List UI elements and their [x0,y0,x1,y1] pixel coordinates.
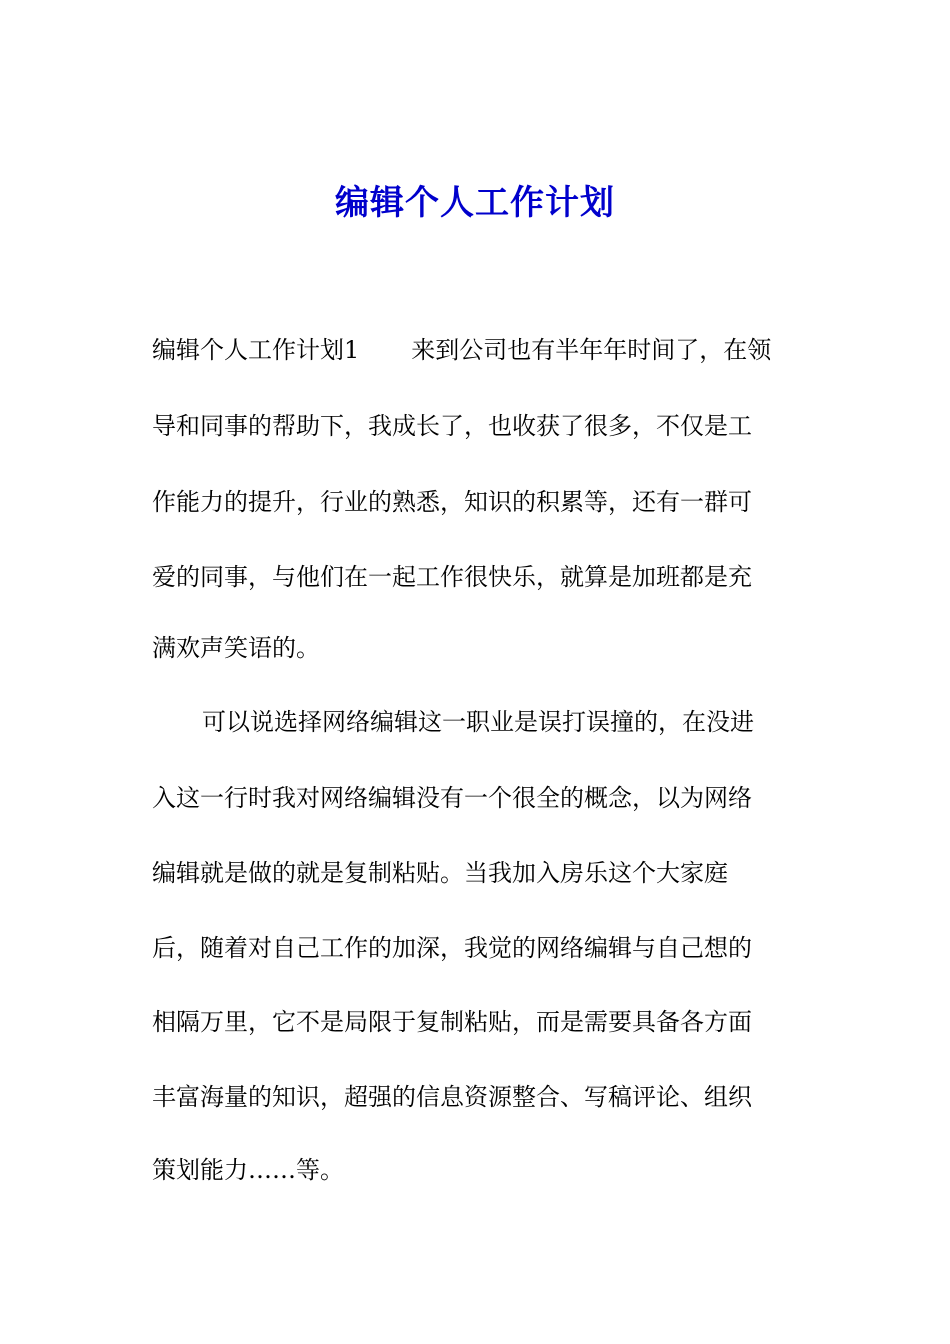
paragraph-2-line-5: 相隔万里，它不是局限于复制粘贴，而是需要具备各方面 [152,1008,752,1036]
paragraph-2-line-2: 入这一行时我对网络编辑没有一个很全的概念，以为网络 [152,784,752,812]
paragraph-1-line-2: 导和同事的帮助下，我成长了，也收获了很多，不仅是工 [152,412,752,440]
paragraph-1-text-1: 来到公司也有半年年时间了，在领 [411,336,772,364]
paragraph-2-text-1: 可以说选择网络编辑这一职业是误打误撞的，在没进 [202,708,754,736]
paragraph-2-line-4: 后，随着对自己工作的加深，我觉的网络编辑与自己想的 [152,934,752,962]
paragraph-1-line-3: 作能力的提升，行业的熟悉，知识的积累等，还有一群可 [152,488,752,516]
paragraph-2-line-3: 编辑就是做的就是复制粘贴。当我加入房乐这个大家庭 [152,859,728,887]
paragraph-2-line-1 [152,705,754,739]
paragraph-2-line-6: 丰富海量的知识，超强的信息资源整合、写稿评论、组织 [152,1083,752,1111]
section-heading: 编辑个人工作计划1 [152,336,360,364]
paragraph-2-line-7: 策划能力……等。 [152,1156,344,1184]
paragraph-1-line-5: 满欢声笑语的。 [152,634,320,662]
paragraph-1-line-4: 爱的同事，与他们在一起工作很快乐，就算是加班都是充 [152,563,752,591]
paragraph-1-line-1 [152,333,771,367]
document-title: 编辑个人工作计划 [335,183,615,223]
